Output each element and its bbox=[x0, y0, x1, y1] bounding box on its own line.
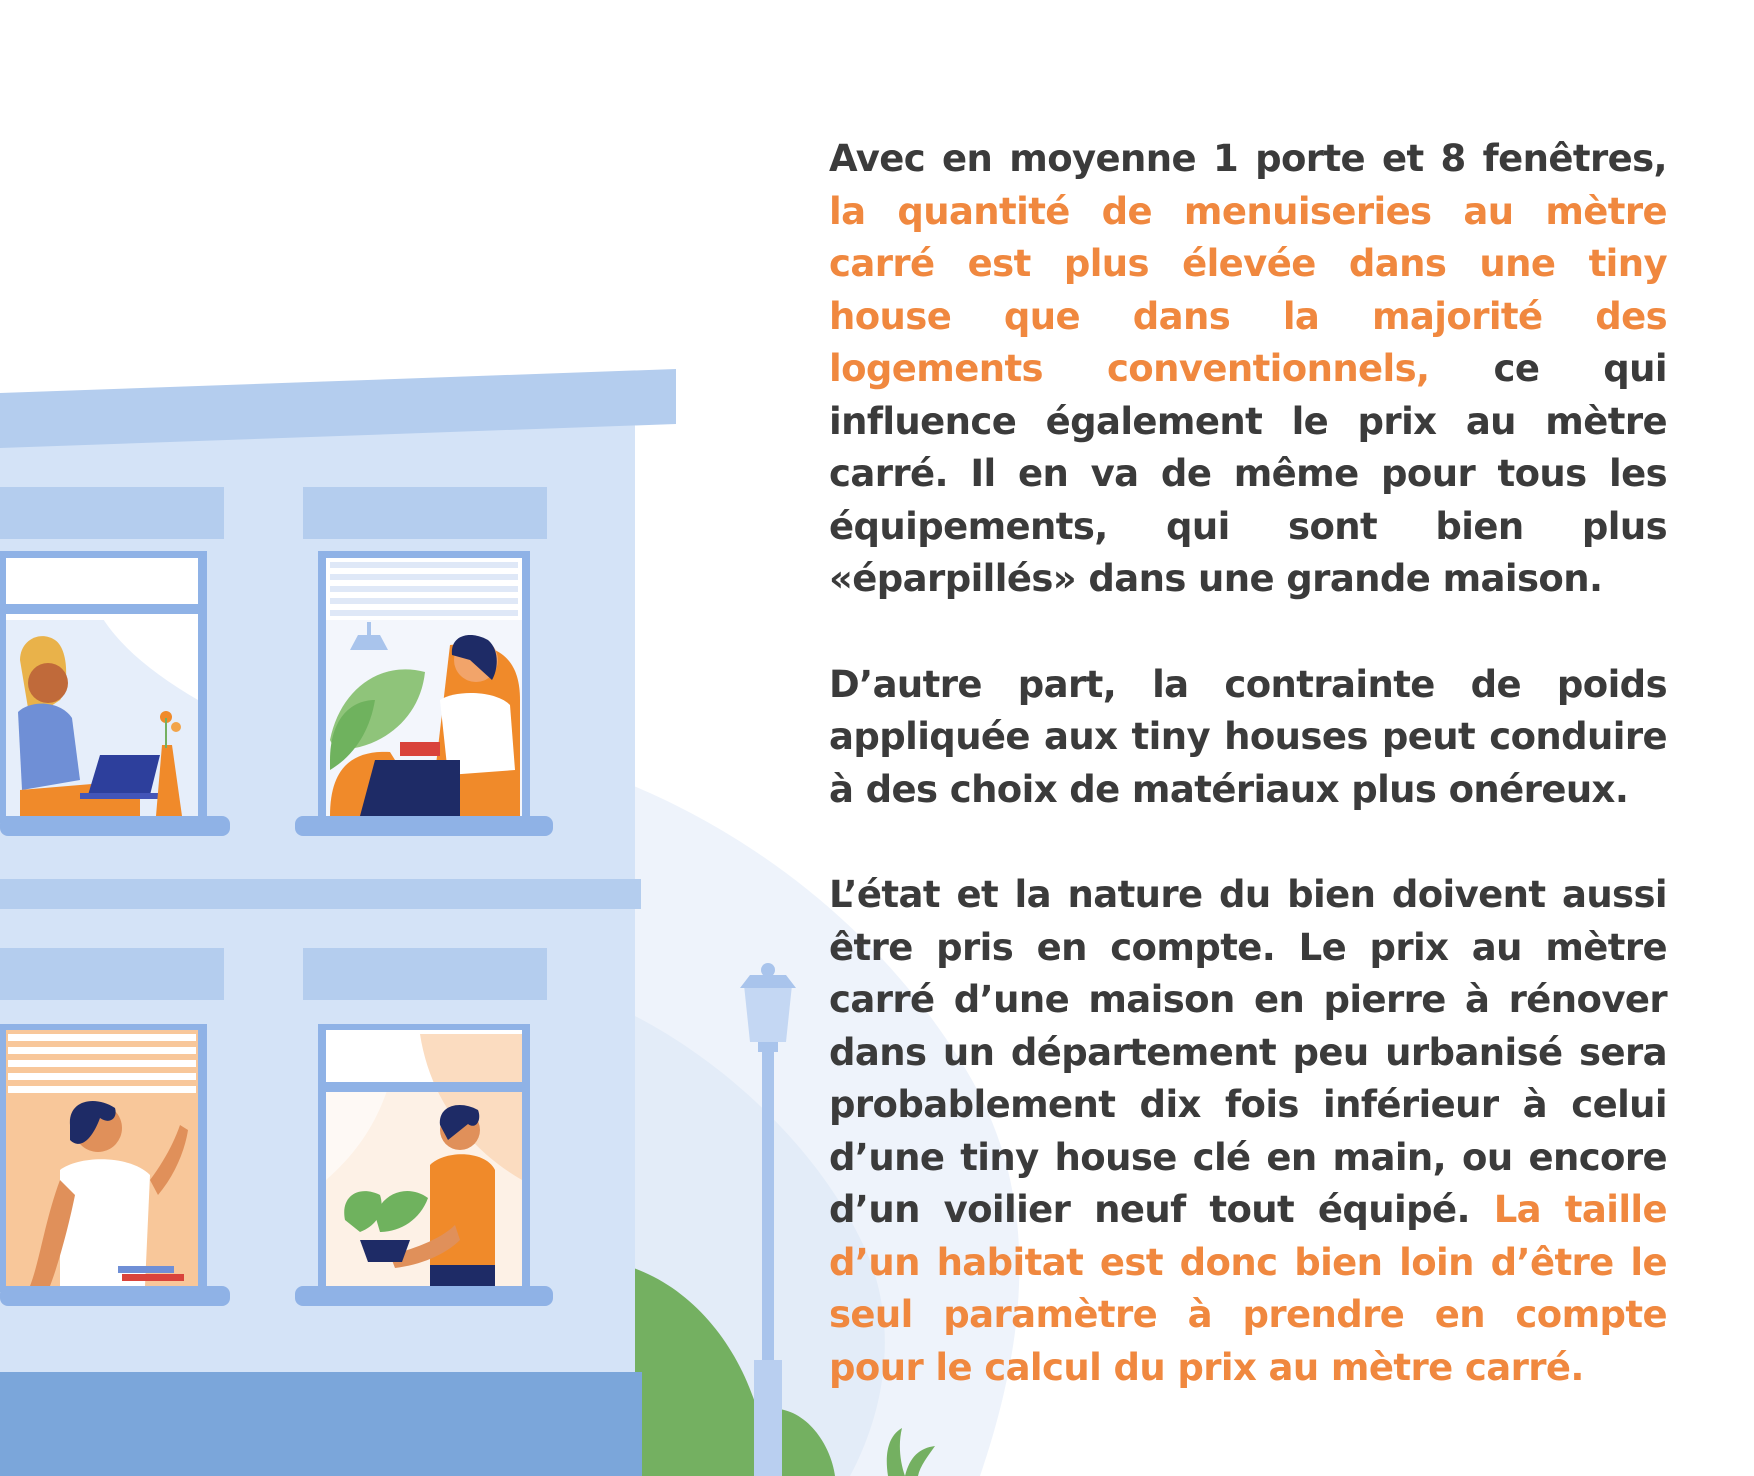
window-top-right bbox=[295, 551, 553, 836]
building-base bbox=[0, 1372, 642, 1476]
body-text: ce qui influence également le prix au mètre carré. Il en va de même pour tous les équipements, qui sont bien plus «éparpillés» dans une grande maison. bbox=[829, 347, 1667, 600]
highlighted-text: La taille d’un habitat est donc bien loin d’être le seul paramètre à prendre en compte pour le calcul du prix au mètre carré. bbox=[829, 1188, 1668, 1389]
body-paragraph bbox=[829, 869, 1667, 1394]
body-paragraph bbox=[829, 659, 1667, 817]
body-text: L’état et la nature du bien doivent aussi être pris en compte. Le prix au mètre carré d’une maison en pierre à rénover dans un département peu urbanisé sera probablement dix fois inférieur à celui d’une tiny house clé en main, ou encore d’un voilier neuf tout équipé. bbox=[829, 873, 1667, 1231]
laptop-icon bbox=[88, 755, 160, 795]
text-column bbox=[829, 133, 1667, 1447]
floor-divider bbox=[0, 879, 641, 909]
body-text: D’autre part, la contrainte de poids appliquée aux tiny houses peut conduire à des choix de matériaux plus onéreux. bbox=[829, 662, 1667, 811]
body-paragraph bbox=[829, 133, 1667, 606]
window-bottom-left bbox=[0, 1024, 230, 1306]
window-top-left bbox=[0, 551, 230, 836]
body-text: Avec en moyenne 1 porte et 8 fenêtres, bbox=[829, 137, 1667, 180]
window-bottom-right bbox=[295, 1024, 553, 1306]
highlighted-text: la quantité de menuiseries au mètre carré est plus élevée dans une tiny house que dans la majorité des logements conventionnels, bbox=[829, 189, 1667, 390]
